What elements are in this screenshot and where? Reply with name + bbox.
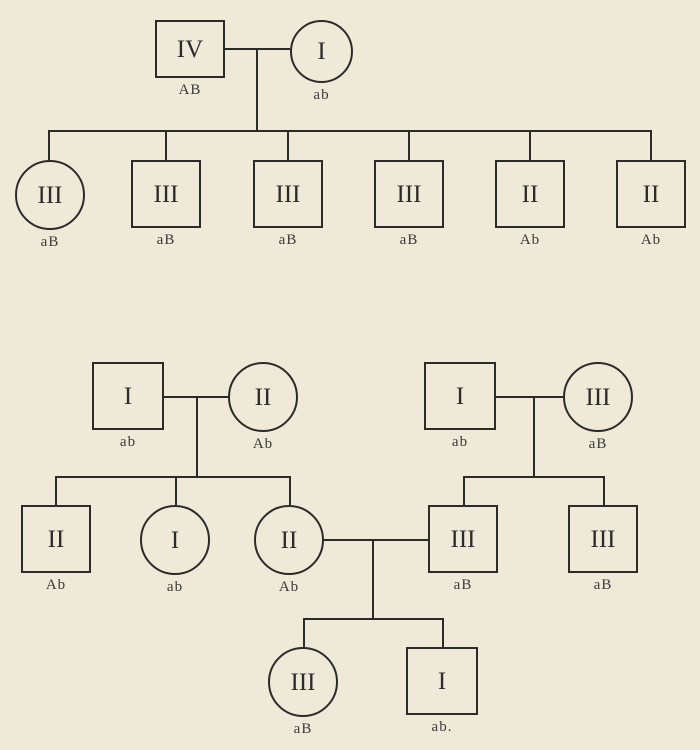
individual-roman-numeral: III [590,525,616,553]
br-descent-drop [533,396,535,476]
individual-roman-numeral: I [437,667,447,695]
individual-genotype-label: aB [278,232,298,248]
individual-roman-numeral: III [37,181,63,209]
individual-roman-numeral: II [642,180,660,208]
individual-roman-numeral: II [280,526,298,554]
pedigree-individual-t-c3 [253,160,323,254]
male-symbol [155,20,225,78]
individual-genotype-label: ab [313,87,330,103]
cross-sibship-bar [303,618,443,620]
female-symbol [140,505,210,575]
male-symbol [21,505,91,573]
female-symbol [563,362,633,432]
bl-sib2-drop [175,476,177,505]
individual-roman-numeral: I [317,38,326,65]
individual-roman-numeral: I [170,526,180,554]
individual-roman-numeral: III [450,525,476,553]
individual-genotype-label: Ab [252,436,274,452]
pedigree-individual-t-c1 [15,160,85,256]
male-symbol [568,505,638,573]
individual-roman-numeral: III [275,180,301,208]
individual-genotype-label: ab [119,434,137,450]
bl-sib1-drop [55,476,57,505]
individual-roman-numeral: I [455,382,465,410]
individual-roman-numeral: III [585,383,611,411]
top-descent-drop [256,48,258,130]
individual-roman-numeral: III [396,180,422,208]
individual-genotype-label: aB [293,721,313,737]
individual-roman-numeral: I [123,382,133,410]
top-sib5-drop [529,130,531,160]
pedigree-individual-t-p1 [155,20,225,104]
individual-genotype-label: AB [178,82,202,98]
male-symbol [131,160,201,228]
top-sib2-drop [165,130,167,160]
br-sib2-drop [603,476,605,505]
pedigree-individual-t-p2 [290,20,353,109]
individual-roman-numeral: II [521,180,539,208]
top-sib4-drop [408,130,410,160]
individual-genotype-label: aB [593,577,613,593]
male-symbol [424,362,496,430]
male-symbol [406,647,478,715]
individual-genotype-label: Ab [278,579,300,595]
individual-genotype-label: aB [453,577,473,593]
female-symbol [254,505,324,575]
male-symbol [616,160,686,228]
br-mating-line [496,396,563,398]
br-sib1-drop [463,476,465,505]
pedigree-individual-t-c4 [374,160,444,254]
pedigree-individual-bb-c1 [268,647,338,743]
individual-genotype-label: Ab [640,232,662,248]
individual-roman-numeral: II [254,383,272,411]
female-symbol [228,362,298,432]
pedigree-individual-bl-p2 [228,362,298,458]
top-sib6-drop [650,130,652,160]
male-symbol [495,160,565,228]
top-sib3-drop [287,130,289,160]
cross-sib2-drop [442,618,444,647]
pedigree-individual-bl-c1 [21,505,91,599]
pedigree-individual-t-c5 [495,160,565,254]
top-sibship-bar [48,130,652,132]
pedigree-individual-t-c6 [616,160,686,254]
pedigree-individual-br-p1 [424,362,496,456]
individual-genotype-label: Ab [45,577,67,593]
female-symbol [290,20,353,83]
top-sib1-drop [48,130,50,160]
individual-genotype-label: ab [451,434,469,450]
male-symbol [92,362,164,430]
individual-genotype-label: aB [156,232,176,248]
cross-mating-line [324,539,428,541]
individual-genotype-label: ab [166,579,184,595]
pedigree-individual-bl-c3 [254,505,324,601]
bl-sibship-bar [55,476,289,478]
pedigree-individual-bl-c2 [140,505,210,601]
individual-genotype-label: ab. [431,719,453,735]
pedigree-individual-br-c2 [568,505,638,599]
pedigree-individual-bl-p1 [92,362,164,456]
pedigree-individual-br-c1 [428,505,498,599]
male-symbol [428,505,498,573]
female-symbol [268,647,338,717]
cross-sib1-drop [303,618,305,647]
bl-sib3-drop [289,476,291,505]
pedigree-individual-bb-c2 [406,647,478,741]
individual-roman-numeral: II [47,525,65,553]
individual-roman-numeral: IV [176,35,204,63]
pedigree-individual-br-p2 [563,362,633,458]
cross-descent-drop [372,539,374,618]
female-symbol [15,160,85,230]
individual-genotype-label: aB [588,436,608,452]
male-symbol [374,160,444,228]
individual-genotype-label: Ab [519,232,541,248]
individual-roman-numeral: III [290,668,316,696]
br-sibship-bar [463,476,603,478]
individual-roman-numeral: III [153,180,179,208]
individual-genotype-label: aB [40,234,60,250]
male-symbol [253,160,323,228]
bl-descent-drop [196,396,198,476]
individual-genotype-label: aB [399,232,419,248]
pedigree-individual-t-c2 [131,160,201,254]
